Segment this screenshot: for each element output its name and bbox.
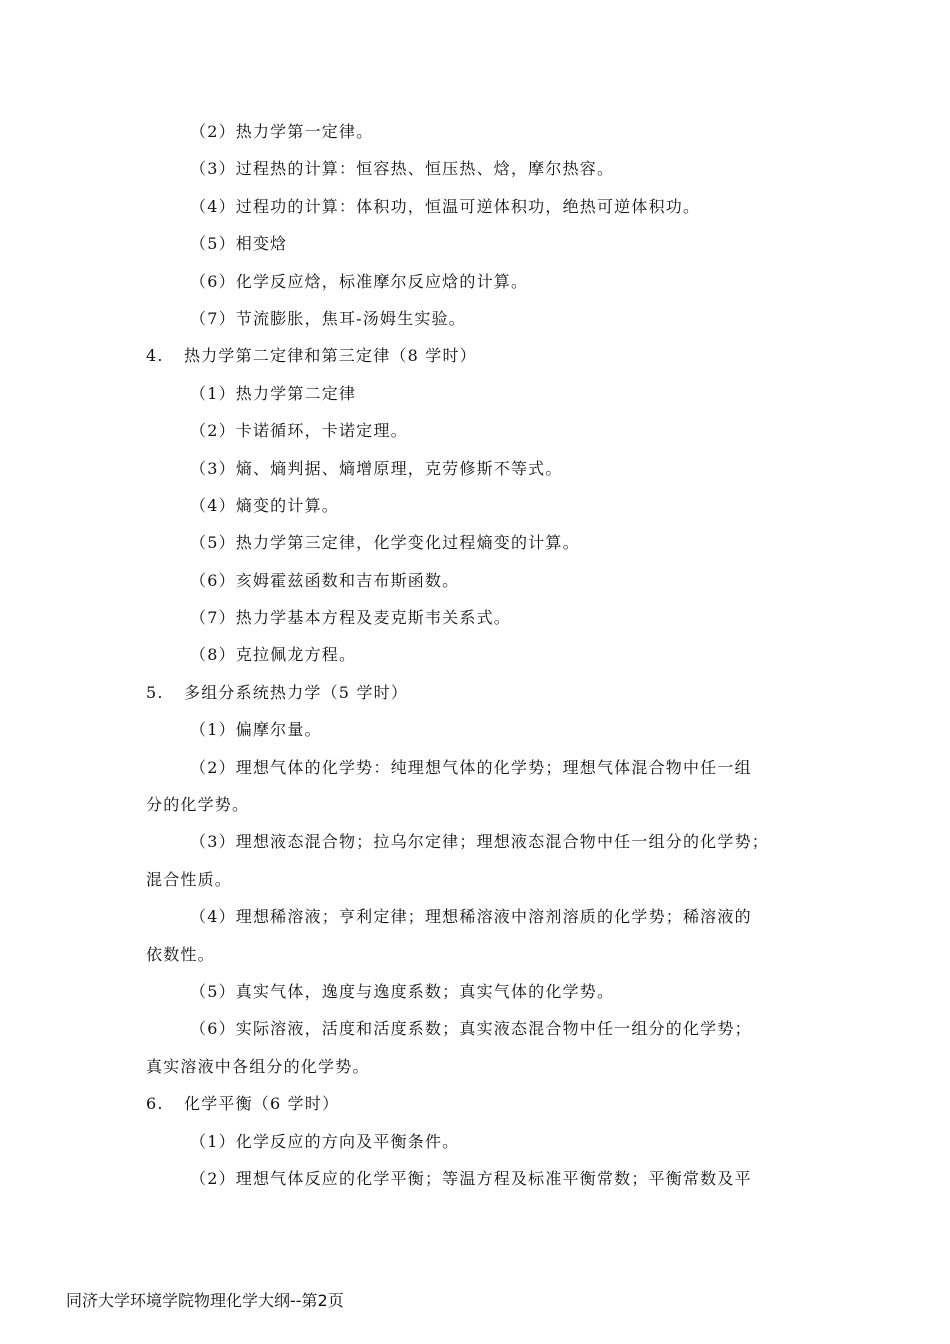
list-item-continuation: 依数性。 (146, 944, 215, 964)
list-item: （4）过程功的计算：体积功，恒温可逆体积功，绝热可逆体积功。 (190, 196, 701, 216)
section-number: 6. (146, 1094, 164, 1114)
list-item: （2）热力学第一定律。 (190, 122, 374, 141)
section-title: 化学平衡（6 学时） (184, 1094, 340, 1114)
section-number: 5. (146, 682, 164, 702)
list-item: （4）理想稀溶液；亨利定律；理想稀溶液中溶剂溶质的化学势；稀溶液的 (190, 907, 752, 927)
list-item: （5）热力学第三定律，化学变化过程熵变的计算。 (190, 533, 580, 553)
list-item-continuation: 分的化学势。 (146, 795, 250, 815)
list-item: （4）熵变的计算。 (190, 495, 339, 515)
list-item: （2）理想气体反应的化学平衡；等温方程及标准平衡常数；平衡常数及平 (190, 1168, 752, 1188)
document-body (146, 113, 816, 1197)
list-item: （1）热力学第二定律 (190, 383, 357, 403)
list-item: （3）理想液态混合物；拉乌尔定律；理想液态混合物中任一组分的化学势； (190, 832, 769, 852)
list-item: （7）节流膨胀，焦耳-汤姆生实验。 (190, 308, 466, 328)
list-item-continuation: 真实溶液中各组分的化学势。 (146, 1056, 370, 1076)
section-title: 热力学第二定律和第三定律（8 学时） (184, 346, 477, 366)
section-number: 4. (146, 346, 164, 366)
list-item: （2）理想气体的化学势：纯理想气体的化学势；理想气体混合物中任一组 (190, 757, 752, 777)
list-item: （8）克拉佩龙方程。 (190, 645, 357, 665)
list-item: （6）实际溶液，活度和活度系数；真实液态混合物中任一组分的化学势； (190, 1019, 752, 1039)
list-item: （5）相变焓 (190, 234, 288, 254)
section-heading (146, 337, 816, 374)
list-item: （6）化学反应焓，标准摩尔反应焓的计算。 (190, 271, 529, 291)
list-item-continuation: 混合性质。 (146, 869, 233, 889)
list-item: （6）亥姆霍兹函数和吉布斯函数。 (190, 570, 460, 590)
list-item: （1）偏摩尔量。 (190, 720, 322, 740)
section-title: 多组分系统热力学（5 学时） (184, 682, 409, 702)
list-item: （1）化学反应的方向及平衡条件。 (190, 1131, 460, 1151)
list-item: （3）过程热的计算：恒容热、恒压热、焓，摩尔热容。 (190, 159, 615, 179)
list-item: （5）真实气体，逸度与逸度系数；真实气体的化学势。 (190, 981, 615, 1001)
page-footer: 同济大学环境学院物理化学大纲--第2页 (66, 1291, 344, 1310)
section-heading (146, 674, 816, 711)
list-item: （3）熵、熵判据、熵增原理，克劳修斯不等式。 (190, 458, 563, 478)
list-item: （2）卡诺循环，卡诺定理。 (190, 421, 408, 441)
section-heading (146, 1085, 816, 1122)
list-item: （7）热力学基本方程及麦克斯韦关系式。 (190, 608, 511, 628)
